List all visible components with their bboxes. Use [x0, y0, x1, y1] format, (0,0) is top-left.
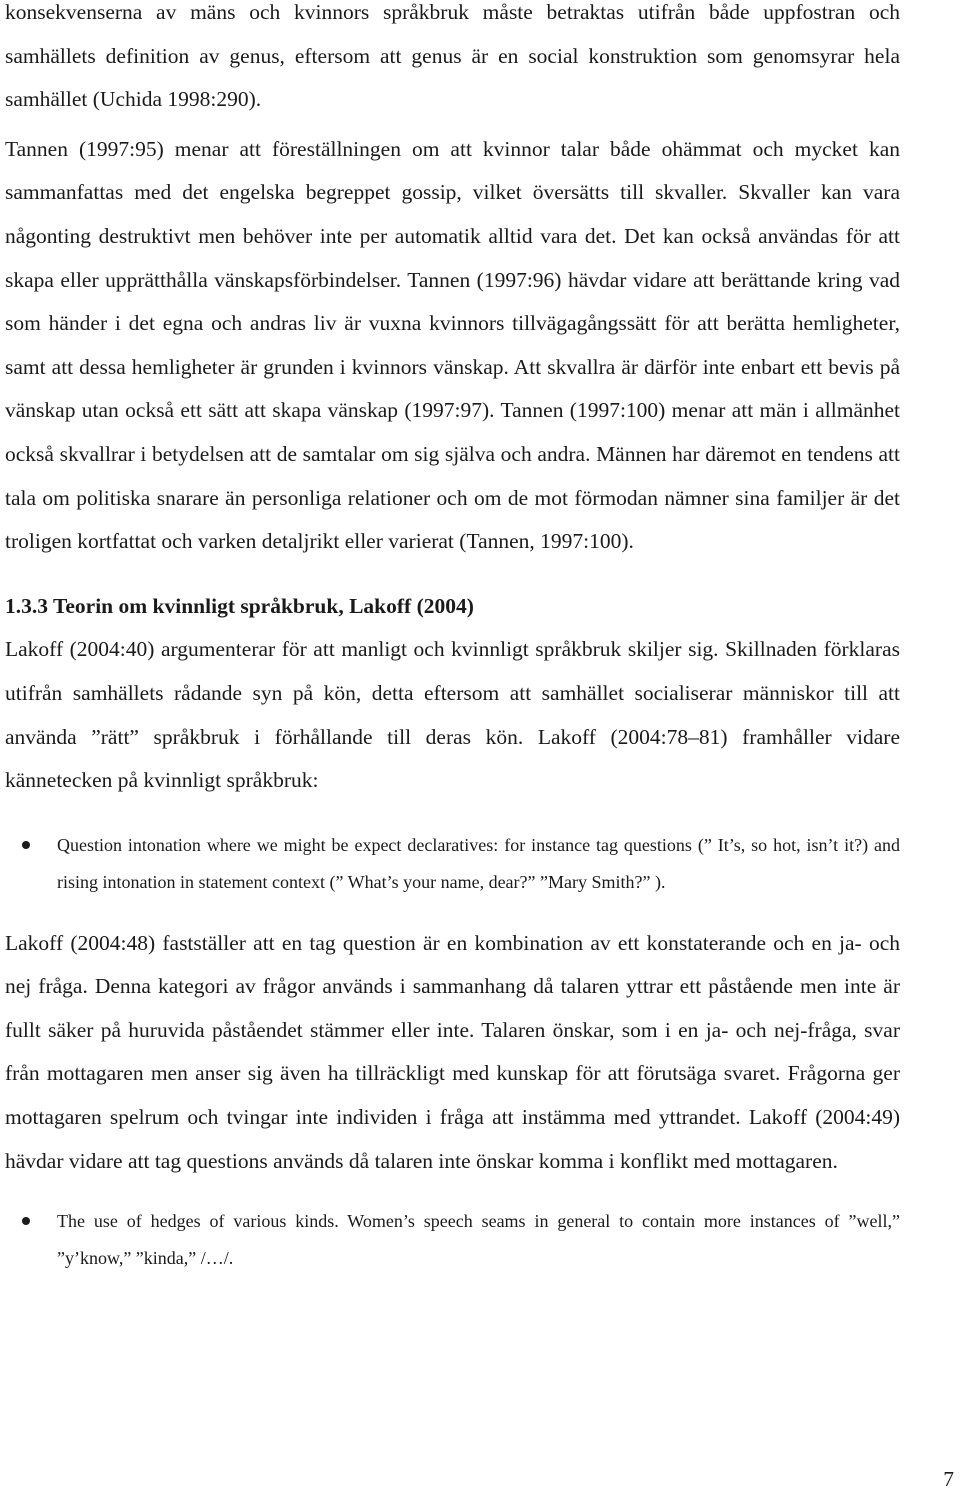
paragraph-tannen-gossip: Tannen (1997:95) menar att föreställningen om att kvinnor talar både ohämmat och mycket kan sammanfattas med det engelska begreppet gossip, vilket översätts till skvaller. Skvaller kan vara någonting destruktivt men behöver inte per automatik alltid vara det. Det kan också användas för att skapa eller upprätthålla vänskapsförbindelser. Tannen (1997:96) hävdar vidare att berättande kring vad som händer i det egna och andras liv är vuxna kvinnors tillvägagångssätt för att berätta hemligheter, samt att dessa hemligheter är grunden i kvinnors vänskap. Att skvallra är därför inte enbart ett bevis på vänskap utan också ett sätt att skapa vänskap (1997:97). Tannen (1997:100) menar att män i allmänhet också skvallrar i betydelsen att de samtalar om sig själva och andra. Männen har däremot en tendens att tala om politiska snarare än personliga relationer och om de mot förmodan nämner sina familjer är det troligen kortfattat och varken detaljrikt eller varierat (Tannen, 1997:100). [5, 136, 900, 554]
bullet-text: The use of hedges of various kinds. Women’s speech seams in general to contain more instances of ”well,” ”y’know,” ”kinda,” /…/. [57, 1211, 900, 1269]
paragraph-lakoff-intro: Lakoff (2004:40) argumenterar för att manligt och kvinnligt språkbruk skiljer sig. Skillnaden förklaras utifrån samhällets rådande syn på kön, detta eftersom att samhället socialiserar människor till att använda ”rätt” språkbruk i förhållande till deras kön. Lakoff (2004:78–81) framhåller vidare kännetecken på kvinnligt språkbruk: [5, 637, 900, 793]
document-page [5, 0, 900, 1277]
bullet-dot-icon [22, 1217, 30, 1225]
bullet-dot-icon [22, 841, 30, 849]
bullet-list-hedges [5, 1203, 900, 1277]
list-item [5, 827, 900, 901]
list-item [5, 1203, 900, 1277]
section-heading: 1.3.3 Teorin om kvinnligt språkbruk, Lakoff (2004) [5, 593, 474, 618]
bullet-list-question-intonation [5, 827, 900, 901]
bullet-text: Question intonation where we might be expect declaratives: for instance tag questions (” It’s, so hot, isn’t it?) and rising intonation in statement context (” What’s your name, dear?” ”Mary Smith?” ). [57, 834, 900, 892]
paragraph-consequences: konsekvenserna av mäns och kvinnors språkbruk måste betraktas utifrån både uppfostran och samhällets definition av genus, eftersom att genus är en social konstruktion som genomsyrar hela samhället (Uchida 1998:290). [5, 0, 900, 112]
paragraph-tag-question: Lakoff (2004:48) fastställer att en tag question är en kombination av ett konstaterande och en ja- och nej fråga. Denna kategori av frågor används i sammanhang då talaren yttrar ett påstående men inte är fullt säker på huruvida påståendet stämmer eller inte. Talaren önskar, som i en ja- och nej-fråga, svar från mottagaren men anser sig även ha tillräckligt med kunskap för att förutsäga svaret. Frågorna ger mottagaren spelrum och tvingar inte individen i fråga att instämma med yttrandet. Lakoff (2004:49) hävdar vidare att tag questions används då talaren inte önskar komma i konflikt med mottagaren. [5, 930, 900, 1173]
page-number: 7 [943, 1467, 954, 1491]
